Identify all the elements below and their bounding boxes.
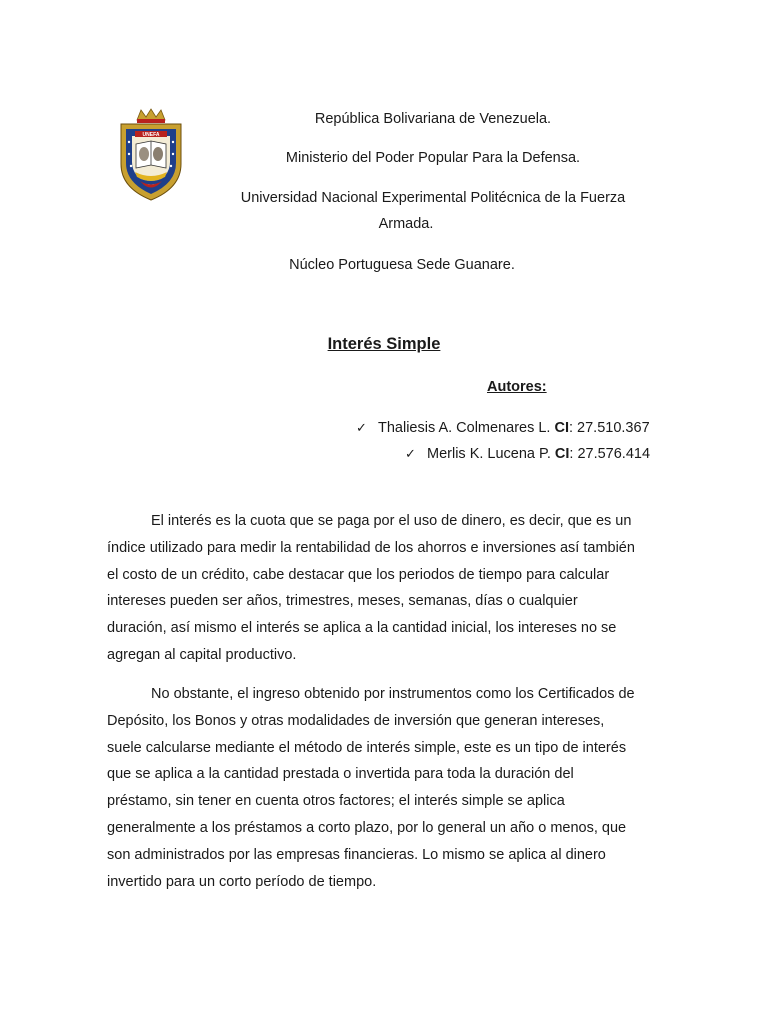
- author-item: [405, 444, 650, 464]
- header-university-line2: Armada.: [378, 216, 434, 232]
- body-paragraph-1: [107, 508, 667, 669]
- author-item: [356, 418, 650, 438]
- paragraph-line: suele calcularse mediante el método de interés simple, este es un tipo de interés: [107, 739, 627, 756]
- paragraph-line: son administrados por las empresas financieras. Lo mismo se aplica al dinero: [107, 846, 606, 863]
- document-title: Interés Simple: [327, 335, 441, 353]
- author-name: Thaliesis A. Colmenares L.: [378, 420, 551, 436]
- author-name: Merlis K. Lucena P.: [427, 446, 551, 462]
- paragraph-line: duración, así mismo el interés se aplica a la cantidad inicial, los intereses no se: [107, 620, 617, 637]
- paragraph-line: agregan al capital productivo.: [107, 646, 297, 663]
- paragraph-line: Depósito, los Bonos y otras modalidades de inversión que generan intereses,: [107, 712, 605, 729]
- ci-value: : 27.576.414: [569, 446, 651, 462]
- authors-label: Autores:: [487, 379, 547, 395]
- paragraph-line: préstamo, sin tener en cuenta otros factores; el interés simple se aplica: [107, 793, 565, 810]
- paragraph-line: que se aplica a la cantidad prestada o invertida para toda la duración del: [107, 766, 574, 783]
- seal-banner-text: UNEFA: [142, 132, 160, 138]
- ci-label: CI: [554, 420, 569, 436]
- header-country: República Bolivariana de Venezuela.: [314, 111, 552, 127]
- paragraph-line: intereses pueden ser años, trimestres, meses, semanas, días o cualquier: [107, 593, 578, 610]
- paragraph-line: No obstante, el ingreso obtenido por instrumentos como los Certificados de: [151, 686, 635, 702]
- paragraph-line: invertido para un corto período de tiempo.: [107, 873, 377, 890]
- checkmark-icon: ✓: [405, 446, 416, 461]
- paragraph-line: índice utilizado para medir la rentabilidad de los ahorros e inversiones así también: [107, 539, 635, 556]
- ci-label: CI: [554, 446, 570, 462]
- header-ministry: Ministerio del Poder Popular Para la Defensa.: [285, 150, 581, 166]
- checkmark-icon: ✓: [356, 420, 367, 435]
- body-paragraph-2: [107, 681, 667, 895]
- header-campus: Núcleo Portuguesa Sede Guanare.: [289, 257, 515, 273]
- paragraph-line: el costo de un crédito, cabe destacar que los periodos de tiempo para calcular: [107, 566, 610, 583]
- ci-value: : 27.510.367: [569, 420, 650, 436]
- paragraph-line: generalmente a los préstamos a corto plazo, por lo general un año o menos, que: [107, 819, 627, 836]
- paragraph-line: El interés es la cuota que se paga por el uso de dinero, es decir, que es un: [151, 513, 632, 529]
- header-university-line1: Universidad Nacional Experimental Politécnica de la Fuerza: [240, 190, 626, 206]
